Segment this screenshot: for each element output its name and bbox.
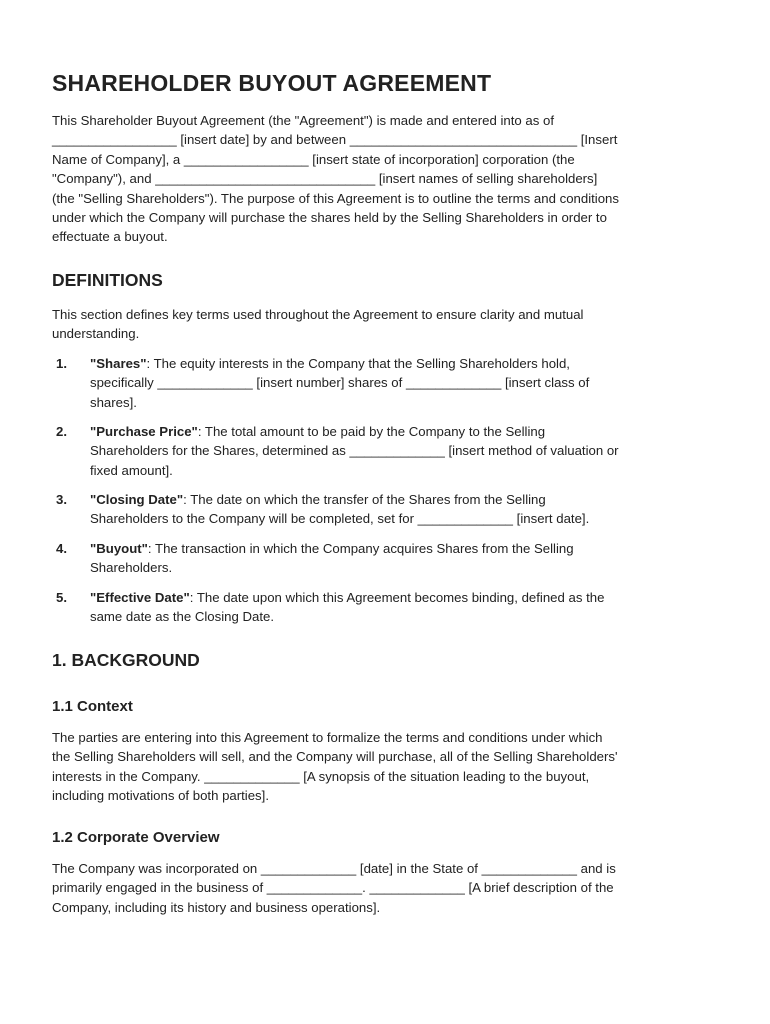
context-line: the Selling Shareholders will sell, and the Company will purchase, all of the Selling Shareholders'	[52, 749, 618, 765]
document-title: SHAREHOLDER BUYOUT AGREEMENT	[52, 70, 492, 96]
definitions-heading: DEFINITIONS	[52, 270, 163, 290]
definitions-intro-line: This section defines key terms used throughout the Agreement to ensure clarity and mutual	[52, 307, 584, 322]
context-line: interests in the Company. _____________ [A synopsis of the situation leading to the buyout,	[52, 768, 590, 784]
definition-term: "Purchase Price"	[90, 424, 198, 439]
intro-line: effectuate a buyout.	[52, 229, 168, 245]
overview-line: primarily engaged in the business of _____________. _____________ [A brief description of the	[52, 880, 614, 896]
list-number: 4.	[56, 541, 67, 556]
definition-first-line	[90, 490, 589, 509]
definition-term: "Buyout"	[90, 541, 148, 556]
definition-term: "Effective Date"	[90, 590, 190, 605]
corporate-overview-heading: 1.2 Corporate Overview	[52, 829, 220, 846]
definition-term: "Closing Date"	[90, 492, 184, 507]
context-heading: 1.1 Context	[52, 698, 133, 715]
intro-line: _________________ [insert date] by and between _______________________________ [Insert	[52, 132, 618, 148]
definition-line: Shareholders to the Company will be completed, set for _____________ [insert date].	[90, 511, 590, 527]
definition-text: : The total amount to be paid by the Company to the Selling	[197, 424, 546, 439]
intro-line: under which the Company will purchase the shares held by the Selling Shareholders in order to	[52, 210, 607, 226]
context-paragraph	[52, 728, 618, 806]
definition-text: : The equity interests in the Company that the Selling Shareholders hold,	[146, 356, 570, 371]
background-heading: 1. BACKGROUND	[52, 650, 200, 670]
intro-line: (the "Selling Shareholders"). The purpose of this Agreement is to outline the terms and conditions	[52, 190, 619, 206]
definition-line: specifically _____________ [insert number] shares of _____________ [insert class of	[90, 375, 590, 391]
list-number: 3.	[56, 492, 67, 507]
intro-paragraph	[52, 111, 619, 247]
definition-text: : The date upon which this Agreement becomes binding, defined as the	[189, 590, 605, 605]
context-line: The parties are entering into this Agreement to formalize the terms and conditions under which	[52, 730, 603, 745]
corporate-overview-paragraph	[52, 859, 616, 917]
definition-first-line	[90, 539, 574, 558]
definition-line: same date as the Closing Date.	[90, 609, 274, 625]
definition-term: "Shares"	[90, 356, 147, 371]
definition-line: shares].	[90, 394, 137, 410]
intro-line: This Shareholder Buyout Agreement (the "Agreement") is made and entered into as of	[52, 113, 554, 128]
overview-line: The Company was incorporated on _____________ [date] in the State of _____________ and is	[52, 861, 616, 876]
overview-line: Company, including its history and business operations].	[52, 899, 381, 915]
definitions-intro	[52, 305, 583, 344]
definition-text: : The transaction in which the Company acquires Shares from the Selling	[147, 541, 574, 556]
intro-line: "Company"), and ______________________________ [insert names of selling shareholders]	[52, 171, 598, 187]
definition-first-line	[90, 422, 619, 441]
definition-first-line	[90, 588, 604, 607]
list-number: 5.	[56, 590, 67, 605]
definition-first-line	[90, 354, 589, 373]
definition-line: Shareholders for the Shares, determined as _____________ [insert method of valuation or	[90, 443, 619, 459]
context-line: including motivations of both parties].	[52, 788, 269, 804]
intro-line: Name of Company], a _________________ [insert state of incorporation] corporation (the	[52, 151, 575, 167]
definition-text: : The date on which the transfer of the Shares from the Selling	[183, 492, 546, 507]
list-number: 1.	[56, 356, 67, 371]
definition-line: Shareholders.	[90, 560, 173, 576]
list-number: 2.	[56, 424, 67, 439]
definitions-intro-line: understanding.	[52, 326, 140, 342]
definition-line: fixed amount].	[90, 462, 173, 478]
